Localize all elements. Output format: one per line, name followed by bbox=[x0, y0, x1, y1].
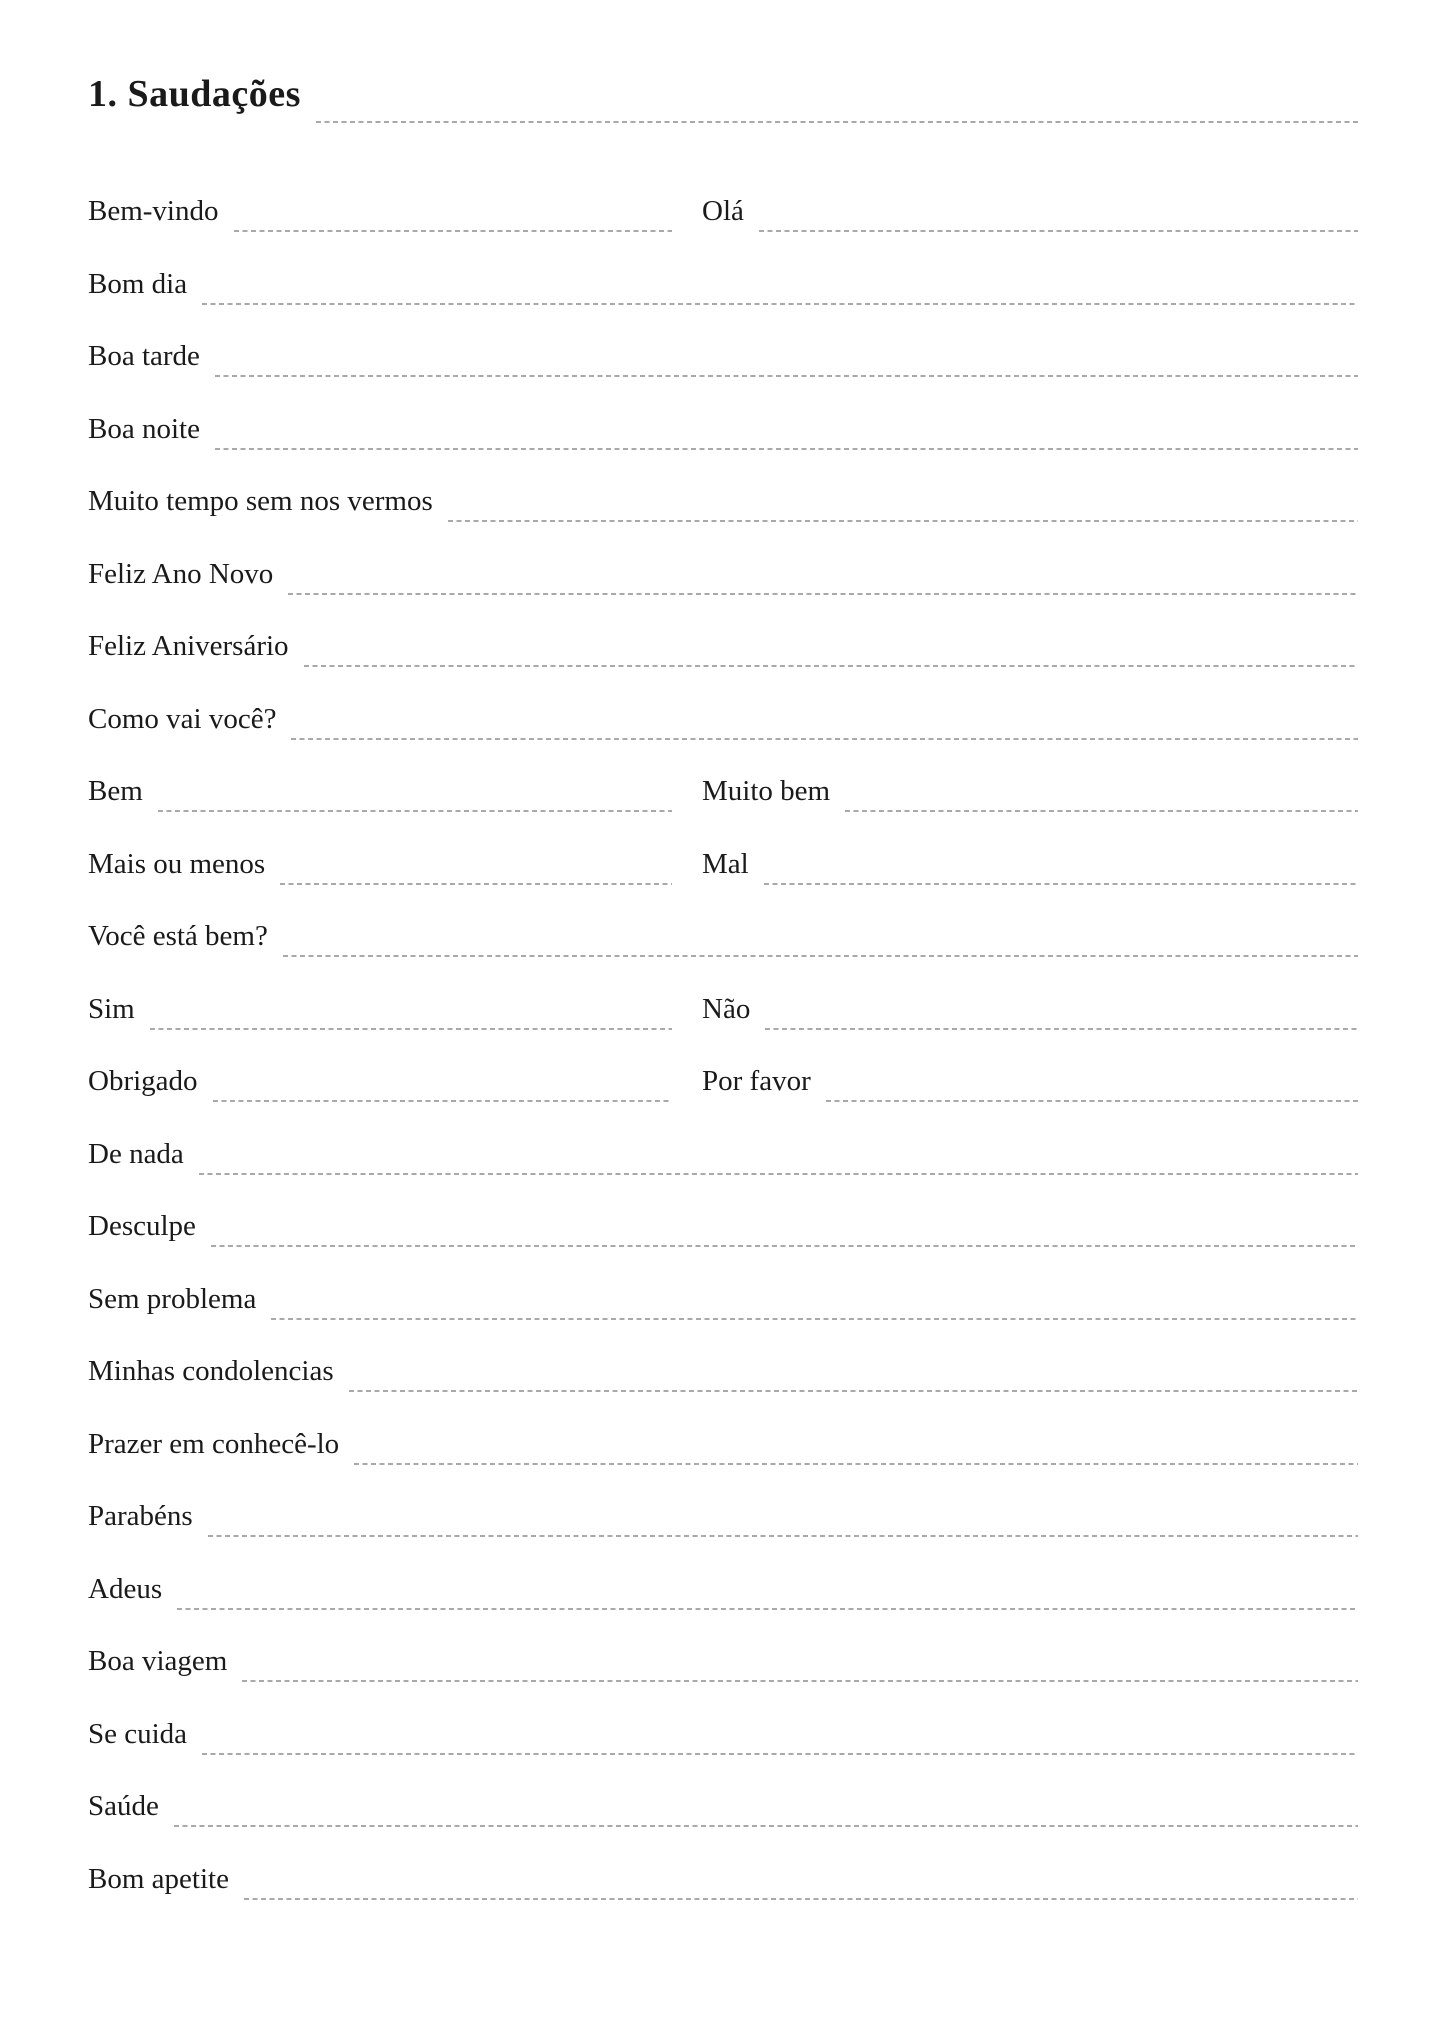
writing-line bbox=[304, 665, 1358, 667]
phrase-row bbox=[88, 1534, 1358, 1607]
writing-line bbox=[354, 1463, 1358, 1465]
phrase-row bbox=[88, 1461, 1358, 1534]
phrase-label: Prazer em conhecê-lo bbox=[88, 1427, 340, 1460]
writing-line bbox=[244, 1898, 1358, 1900]
writing-line bbox=[199, 1173, 1358, 1175]
phrase-label: Parabéns bbox=[88, 1500, 193, 1533]
phrase-row bbox=[88, 1824, 1358, 1897]
writing-line bbox=[211, 1245, 1358, 1247]
phrase-cell bbox=[88, 195, 672, 228]
phrase-row bbox=[88, 1099, 1358, 1172]
phrase-label: Feliz Ano Novo bbox=[88, 557, 274, 590]
section-header bbox=[88, 75, 1358, 113]
phrase-row bbox=[88, 446, 1358, 519]
writing-line bbox=[150, 1028, 672, 1030]
phrase-row bbox=[88, 954, 1358, 1027]
phrase-label: Você está bem? bbox=[88, 920, 268, 953]
phrase-row bbox=[88, 1244, 1358, 1317]
phrase-cell bbox=[88, 848, 672, 881]
phrase-label: Sem problema bbox=[88, 1282, 257, 1315]
phrase-row bbox=[88, 1026, 1358, 1099]
phrase-label: Muito bem bbox=[702, 775, 831, 808]
page-title: 1. Saudações bbox=[88, 73, 301, 115]
writing-line bbox=[215, 448, 1358, 450]
phrase-row bbox=[88, 229, 1358, 302]
writing-line bbox=[202, 303, 1358, 305]
writing-line bbox=[280, 883, 672, 885]
writing-line bbox=[765, 1028, 1358, 1030]
phrase-label: Minhas condolencias bbox=[88, 1355, 334, 1388]
phrase-label: Saúde bbox=[88, 1790, 159, 1823]
writing-line bbox=[158, 810, 672, 812]
phrase-label: Como vai você? bbox=[88, 702, 277, 735]
page-content bbox=[88, 0, 1358, 1896]
phrase-label: Boa noite bbox=[88, 412, 200, 445]
writing-line bbox=[242, 1680, 1358, 1682]
phrase-row bbox=[88, 1316, 1358, 1389]
phrase-label: Bem bbox=[88, 775, 143, 808]
writing-line bbox=[845, 810, 1358, 812]
phrase-cell bbox=[702, 775, 1358, 808]
phrase-label: Mais ou menos bbox=[88, 847, 266, 880]
phrase-cell bbox=[88, 993, 672, 1026]
phrase-label: Se cuida bbox=[88, 1717, 188, 1750]
writing-line bbox=[174, 1825, 1358, 1827]
writing-line bbox=[826, 1100, 1358, 1102]
phrase-row bbox=[88, 664, 1358, 737]
phrase-row bbox=[88, 301, 1358, 374]
writing-line bbox=[271, 1318, 1358, 1320]
phrase-cell bbox=[88, 1065, 672, 1098]
phrase-row bbox=[88, 1606, 1358, 1679]
phrase-row bbox=[88, 374, 1358, 447]
phrase-label: Boa tarde bbox=[88, 340, 200, 373]
phrase-label: Obrigado bbox=[88, 1065, 198, 1098]
phrase-row bbox=[88, 881, 1358, 954]
phrase-label: Muito tempo sem nos vermos bbox=[88, 485, 433, 518]
writing-line bbox=[213, 1100, 672, 1102]
phrase-row bbox=[88, 1389, 1358, 1462]
phrase-row bbox=[88, 1751, 1358, 1824]
phrase-label: Por favor bbox=[702, 1065, 811, 1098]
phrase-cell bbox=[702, 195, 1358, 228]
phrase-row bbox=[88, 156, 1358, 229]
phrase-label: Olá bbox=[702, 195, 744, 228]
phrase-label: Não bbox=[702, 992, 751, 1025]
phrase-label: Feliz Aniversário bbox=[88, 630, 289, 663]
phrase-list bbox=[88, 156, 1358, 1896]
title-rule bbox=[316, 121, 1358, 123]
phrase-row bbox=[88, 809, 1358, 882]
writing-line bbox=[208, 1535, 1358, 1537]
writing-line bbox=[448, 520, 1358, 522]
phrase-label: Adeus bbox=[88, 1572, 163, 1605]
phrase-label: Bom dia bbox=[88, 267, 188, 300]
phrase-row bbox=[88, 1171, 1358, 1244]
phrase-cell bbox=[702, 993, 1358, 1026]
phrase-row bbox=[88, 1679, 1358, 1752]
writing-line bbox=[349, 1390, 1358, 1392]
writing-line bbox=[202, 1753, 1358, 1755]
phrase-label: Desculpe bbox=[88, 1210, 196, 1243]
phrase-label: Boa viagem bbox=[88, 1645, 228, 1678]
phrase-label: Bem-vindo bbox=[88, 195, 219, 228]
writing-line bbox=[291, 738, 1358, 740]
writing-line bbox=[177, 1608, 1358, 1610]
phrase-label: De nada bbox=[88, 1137, 184, 1170]
writing-line bbox=[283, 955, 1358, 957]
phrase-label: Sim bbox=[88, 992, 135, 1025]
phrase-label: Bom apetite bbox=[88, 1862, 229, 1895]
writing-line bbox=[759, 230, 1358, 232]
writing-line bbox=[234, 230, 673, 232]
writing-line bbox=[764, 883, 1358, 885]
phrase-row bbox=[88, 591, 1358, 664]
phrase-row bbox=[88, 519, 1358, 592]
phrase-label: Mal bbox=[702, 847, 749, 880]
writing-line bbox=[215, 375, 1358, 377]
phrase-cell bbox=[88, 775, 672, 808]
phrase-cell bbox=[702, 848, 1358, 881]
phrase-row bbox=[88, 736, 1358, 809]
phrase-cell bbox=[702, 1065, 1358, 1098]
writing-line bbox=[288, 593, 1358, 595]
